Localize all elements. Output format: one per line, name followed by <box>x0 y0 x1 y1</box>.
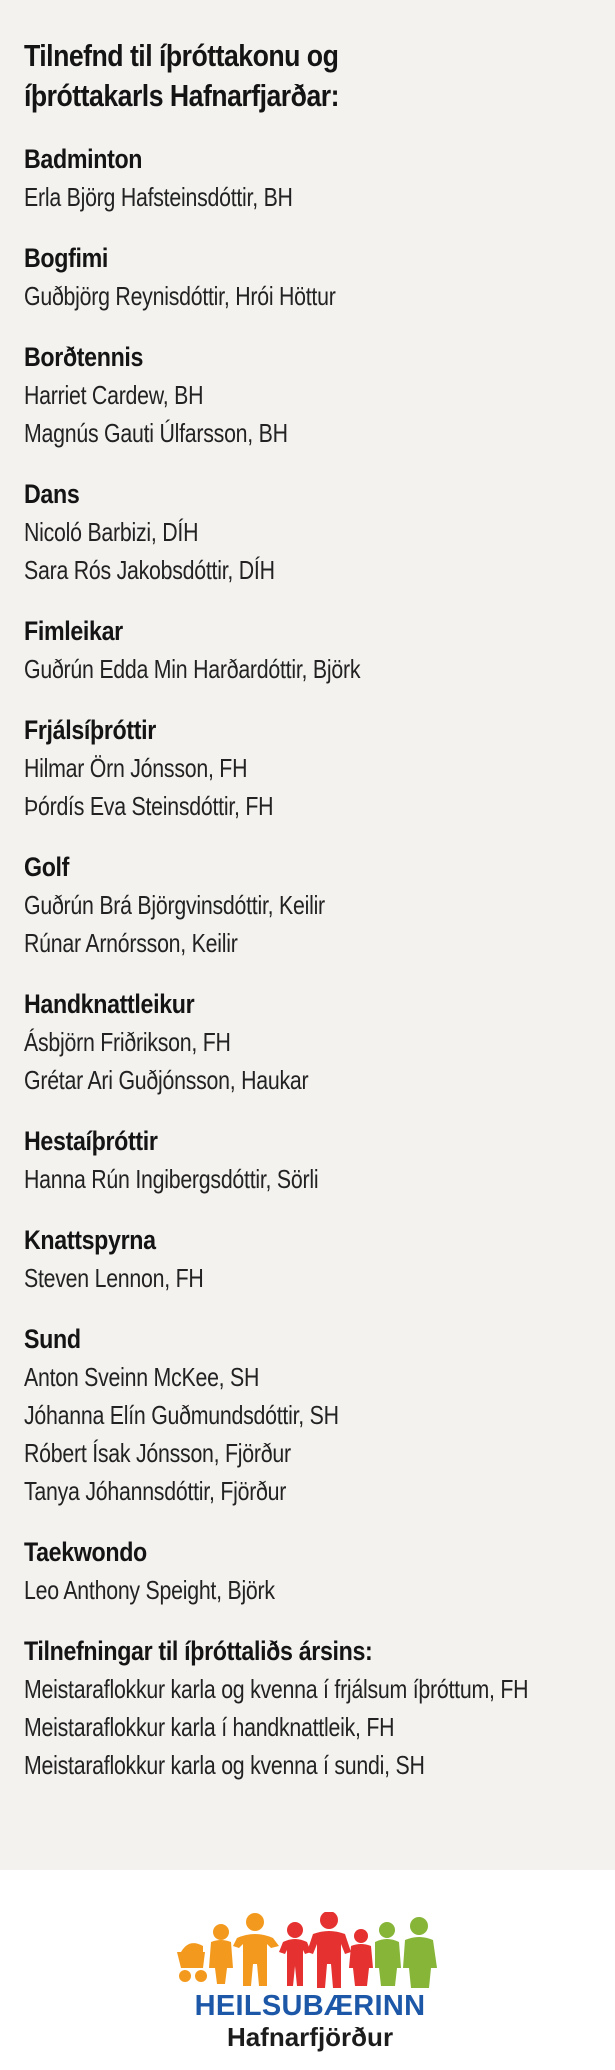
section-badminton <box>24 140 594 216</box>
nominee: Harriet Cardew, BH <box>24 380 204 410</box>
green-figures <box>375 1917 437 1988</box>
section-title: Bogfimi <box>24 243 109 273</box>
section-title: Borðtennis <box>24 342 144 372</box>
section-bordtennis <box>24 338 594 452</box>
logo-name: HEILSUBÆRINN <box>194 1990 426 2022</box>
section-handknattleikur <box>24 985 594 1099</box>
section-title: Sund <box>24 1324 81 1354</box>
page-title <box>24 36 574 116</box>
section-golf <box>24 848 594 962</box>
section-title: Hestaíþróttir <box>24 1126 158 1156</box>
heilsubaerinn-logo <box>175 1912 445 2062</box>
family-figures-icon <box>175 1912 445 1992</box>
section-knattspyrna <box>24 1221 594 1297</box>
nominee: Grétar Ari Guðjónsson, Haukar <box>24 1065 309 1095</box>
nominee: Magnús Gauti Úlfarsson, BH <box>24 418 288 448</box>
section-bogfimi <box>24 239 594 315</box>
nominee: Anton Sveinn McKee, SH <box>24 1362 260 1392</box>
section-title: Badminton <box>24 144 143 174</box>
nominees-content <box>24 36 594 1807</box>
section-title: Dans <box>24 479 80 509</box>
nominee: Róbert Ísak Jónsson, Fjörður <box>24 1438 291 1468</box>
section-fimleikar <box>24 612 594 688</box>
nominee: Þórdís Eva Steinsdóttir, FH <box>24 791 274 821</box>
nominee: Steven Lennon, FH <box>24 1263 204 1293</box>
nominee: Guðrún Edda Min Harðardóttir, Björk <box>24 654 361 684</box>
section-title: Taekwondo <box>24 1537 147 1567</box>
team-nominee: Meistaraflokkur karla og kvenna í frjálsum íþróttum, FH <box>24 1674 529 1704</box>
section-team-nominations <box>24 1632 594 1784</box>
orange-figures <box>177 1913 279 1986</box>
section-title: Golf <box>24 852 70 882</box>
nominee: Hanna Rún Ingibergsdóttir, Sörli <box>24 1164 319 1194</box>
section-title: Fimleikar <box>24 616 123 646</box>
nominee: Tanya Jóhannsdóttir, Fjörður <box>24 1476 287 1506</box>
section-hestaithrottir <box>24 1122 594 1198</box>
red-figures <box>279 1912 373 1988</box>
nominee: Leo Anthony Speight, Björk <box>24 1575 275 1605</box>
section-title: Frjálsíþróttir <box>24 715 156 745</box>
page-title-line: Tilnefnd til íþróttakonu og <box>24 38 339 73</box>
team-nominee: Meistaraflokkur karla og kvenna í sundi, SH <box>24 1750 425 1780</box>
section-dans <box>24 475 594 589</box>
nominee: Erla Björg Hafsteinsdóttir, BH <box>24 182 293 212</box>
section-frjalsithrottir <box>24 711 594 825</box>
nominee: Guðrún Brá Björgvinsdóttir, Keilir <box>24 890 325 920</box>
team-nominee: Meistaraflokkur karla í handknattleik, FH <box>24 1712 395 1742</box>
nominee: Sara Rós Jakobsdóttir, DÍH <box>24 555 275 585</box>
nominee: Guðbjörg Reynisdóttir, Hrói Höttur <box>24 281 336 311</box>
section-title: Knattspyrna <box>24 1225 156 1255</box>
nominee: Rúnar Arnórsson, Keilir <box>24 928 238 958</box>
page-title-line: íþróttakarls Hafnarfjarðar: <box>24 78 339 113</box>
nominee: Hilmar Örn Jónsson, FH <box>24 753 248 783</box>
nominee: Jóhanna Elín Guðmundsdóttir, SH <box>24 1400 339 1430</box>
section-taekwondo <box>24 1533 594 1609</box>
section-sund <box>24 1320 594 1510</box>
nominee: Nicoló Barbizi, DÍH <box>24 517 199 547</box>
logo-subtitle: Hafnarfjörður <box>226 2022 394 2052</box>
nominee: Ásbjörn Friðrikson, FH <box>24 1027 231 1057</box>
section-title: Tilnefningar til íþróttaliðs ársins: <box>24 1636 373 1666</box>
section-title: Handknattleikur <box>24 989 195 1019</box>
